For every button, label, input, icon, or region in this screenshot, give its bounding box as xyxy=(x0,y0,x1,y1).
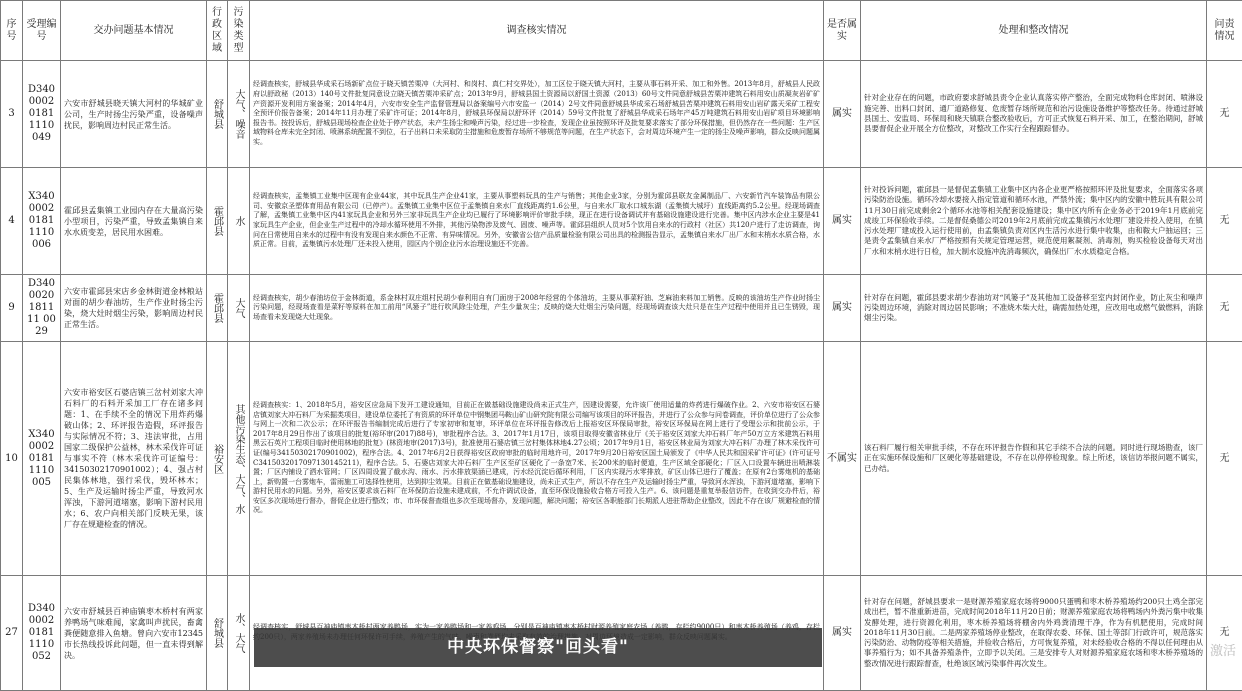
table-row xyxy=(1,275,1242,342)
cell-issue: 六安市霍邱县宋店乡金林街道金林粮站对面的胡少春油坊，生产作业时扬尘污染，烧大灶时烟尘污染，影响周边村民正常生活。 xyxy=(61,275,207,342)
header-issue: 交办问题基本情况 xyxy=(61,1,207,61)
cell-handling: 针对存在问题，霍邱县要求胡少春油坊对“风篓子”及其他加工设备移至室内封闭作业，防止灰尘和噪声污染周边环境，消除对周边居民影响；不准烧木柴大灶，确需加热处理，应改用电或燃气做燃料，消除烟尘污染。 xyxy=(861,275,1207,342)
cell-verified: 属实 xyxy=(824,275,861,342)
header-id: 受理编号 xyxy=(23,1,61,61)
table-row xyxy=(1,61,1242,168)
cell-issue: 六安市裕安区石婆店镇三岔村刘家大冲石料厂的石料开采加工厂存在诸多问题：1、在手续不全的情况下用炸药爆破山体；2、环评报告造假，环评报告与实际情况不符；3、违法审批，占用国家二级保护公益林，林木采伐许可证与事实不符（林木采伐许可证编号：34150302170901002）；4、强占村民集体林地，强行采伐，毁坏林木；5、生产及运输时扬尘严重，导致河水浑浊，下游河道堵塞，影响下游村民用水；6、农户向相关部门反映无果，该厂存在规避检查的情况。 xyxy=(61,342,207,576)
header-type: 污染类型 xyxy=(228,1,250,61)
cell-verified: 属实 xyxy=(824,168,861,275)
cell-id: X340000201811110005 xyxy=(23,342,61,576)
video-caption-overlay: 中央环保督察"回头看" xyxy=(254,628,822,667)
cell-area: 舒城县 xyxy=(207,61,228,168)
cell-verified: 属实 xyxy=(824,61,861,168)
cell-id: D340000201811110052 xyxy=(23,576,61,691)
cell-issue: 六安市舒城县晓天镇大河村的华城矿业公司，生产时扬尘污染严重，设备噪声扰民，影响周边村民正常生活。 xyxy=(61,61,207,168)
cell-type: 大气 xyxy=(228,275,250,342)
cell-num: 4 xyxy=(1,168,23,275)
header-verified: 是否属实 xyxy=(824,1,861,61)
cell-type: 水 xyxy=(228,168,250,275)
cell-handling: 该石料厂履行相关审批手续，不存在环评报告作假和其它手续不合法的问题。同时进行现场勘查，该厂正在实施环保设施和厂区硬化等基础建设，不存在以停停检现象。综上所述，该信访举报问题不属实，已办结。 xyxy=(861,342,1207,576)
cell-num: 27 xyxy=(1,576,23,691)
cell-findings: 经调查核实：1、2018年5月，裕安区应急局下发开工建设通知，目前正在做基础设施建设尚未正式生产，因建设需要，允许该厂使用适量的炸药进行爆破作业。2、六安市裕安区石婆店镇刘家大冲石料厂为采掘类项目，建设单位委托了有资质的环评单位中钢集团马鞍山矿山研究院有限公司编写该项目的环评报告，并进行了公众参与问卷调查，评价单位进行了公众参与网上一次和二次公示；在环评报告书编制完成后进行了专家初审和复审，环评单位在环评报告修改后上报裕安区环保局审批，裕安区环保局在网上进行了受理公示和批前公示，于2017年8月29日作出了该项目的批复(裕环审(2017)88号)，审批程序合法。3、2017年1月17日，该项目取得安徽省林业厅《关于裕安区刘家大冲石料厂年产50万立方米建筑石料用黑云石英片工程项目临时使用林地的批复》(林资地审(2017)3号)，批准使用石婆店镇三岔村集体林地4.27公顷；2017年9月1日，裕安区林业局为刘家大冲石料厂办理了林木采伐许可证(编号34150302170901002)，程序合法。4、2017年6月2日获得裕安区政府审批的临时用地许可，2017年9月20日裕安区国土局颁发了《中华人民共和国采矿许可证》(许可证号C3415032017097130145211)，程序合法。5、石婆店刘家大冲石料厂生产区至矿区硬化了一条宽7米、长200米的临时便道，生产区域全部硬化；厂区入口设置车辆进出喷淋装置；厂区内铺设了洒水管网；厂区四周设置了截水沟、雨水、污水排放渠涵已建成，污水经沉淀后循环利用，厂区内实现污水零排放，矿区山体已进行了覆盖；在原有2台雾炮机的基础上，新购置一台雾炮车，雷雨施工可选择性使用，达到抑尘效果。目前正在做基础设施建设，尚未正式生产，所以不存在生产及运输时扬尘严重，导致河水浑浊，下游河道堵塞，影响下游村民用水的问题。另外，裕安区要求该石料厂在环保防治设施未建成前，不允许调试设备，直至环保设施验收合格方可投入生产。6、该问题是重复举报信访件，在收到交办件后，裕安区多次现场进行督办，督促企业进行整改；市、市环保督查组也多次至现场督办，发现问题，解决问题；裕安区各职能部门长期派人进驻帮助企业整改，因此不存在该厂规避检查的情况。 xyxy=(250,342,824,576)
cell-area: 舒城县 xyxy=(207,576,228,691)
cell-area: 裕安区 xyxy=(207,342,228,576)
cell-accountability: 无 xyxy=(1207,275,1242,342)
cell-verified: 属实 xyxy=(824,576,861,691)
header-handling: 处理和整改情况 xyxy=(861,1,1207,61)
header-accountability: 问责情况 xyxy=(1207,1,1242,61)
cell-accountability: 无 xyxy=(1207,342,1242,576)
cell-num: 9 xyxy=(1,275,23,342)
table-row xyxy=(1,168,1242,275)
cell-findings: 经调查核实，孟集镇工业集中区现有企业44家，其中玩具生产企业41家，主要从事塑料玩具的生产与销售；其他企业3家，分别为霍邱县联友金属制品厂、六安新竹汽车装饰品有限公司、安徽京圣塑体育用品有限公司（已停产）。孟集镇工业集中区位于孟集镇自来水厂直线距离约1.6公里，与自来水厂取水口城东湖（孟集镇大城圩）直线距离约5.2公里。经现场调查了解，孟集镇工业集中区内41家玩具企业和另外三家非玩具生产企业均已履行了环境影响评价审批手续，现正在进行设备调试并有基础设施建设进行完善。集中区内涉水企业主要是41家玩具生产企业，但企业生产过程中的冷却水循环使用不外排，其他污染物涉及废气、固废、噪声等。霍邱县组织人员对5个饮用自来水的行政村（社区）共120户进行了走访调查，询问在日常使用自来水的过程中有没有发现自来水颜色不正常、有异味情况。另外，安徽省公信产品质量检验有限公司出具的检测报告显示，孟集镇自来水厂出厂水和末梢水水质合格，水质正常。目前，孟集镇污水处理厂还未投入使用，园区内个别企业污水治理设施还不完善。 xyxy=(250,168,824,275)
cell-num: 3 xyxy=(1,61,23,168)
cell-id: D3400020181111 0029 xyxy=(23,275,61,342)
cell-accountability: 无 xyxy=(1207,61,1242,168)
cell-verified: 不属实 xyxy=(824,342,861,576)
cell-type: 水、大气 xyxy=(228,576,250,691)
table-header-row xyxy=(1,1,1242,61)
cell-id: X340000201811110006 xyxy=(23,168,61,275)
cell-findings: 经调查核实，胡少春油坊位于金林街道，系金林村双庄组村民胡少春利用自有门面房于2008年经营的个体油坊，主要从事菜籽油、芝麻油来料加工销售。反映的该油坊生产作业时扬尘污染问题，经现场查看是菜籽等原料在加工前用“风篓子”进行吹风除尘处理，产生少量灰尘；反映的烧大灶烟尘污染问题，经现场调查该大灶只是在生产过程中使用并且已生锈毁，现场查看未发现烧大灶现象。 xyxy=(250,275,824,342)
cell-accountability: 无 xyxy=(1207,168,1242,275)
cell-issue: 霍邱县孟集镇工业园内存在大量高污染小型项目，污染严重，导致孟集镇自来水水质变差，居民用水困难。 xyxy=(61,168,207,275)
header-area: 行政区域 xyxy=(207,1,228,61)
cell-handling: 针对投诉问题，霍邱县一是督促孟集镇工业集中区内各企业更严格按照环评及批复要求，全面落实各项污染防治设施。循环冷却水要接入指定管道和循环水池，严禁外流；集中区内的安徽中胜玩具有限公司11月30日前完成剩余2个循环水池等相关配套设施建设；集中区内所有企业务必于2019年1月底前完成竣工环保验收手续。二是督促桑德公司2019年2月底前完成孟集镇污水处理厂建设并投入使用，在镇污水处理厂建成投入运行使用前，由孟集镇负责对区内生活污水进行集中收集，由和鞍大户抽运回；三是责令孟集镇自来水厂严格按照有关规定管理运营，规范使用絮凝剂、消毒剂，购买检验设备每天对出厂水和末梢水进行日检，加大制水设施冲洗消毒频次，确保出厂水水质稳定合格。 xyxy=(861,168,1207,275)
table-row xyxy=(1,342,1242,576)
header-num: 序号 xyxy=(1,1,23,61)
cell-id: D340000201811110049 xyxy=(23,61,61,168)
watermark-text: 激活 xyxy=(1210,640,1236,659)
cell-accountability: 无 xyxy=(1207,576,1242,691)
cell-type: 其他污染生态、大气、水 xyxy=(228,342,250,576)
cell-type: 大气、噪音 xyxy=(228,61,250,168)
cell-issue: 六安市舒城县百神庙镇枣木桥村有两家养鸭场气味难闻，家禽叫声扰民，畜禽粪便随意排入鱼塘。曾向六安市12345市长热线投诉此问题，但一直未得到解决。 xyxy=(61,576,207,691)
cell-area: 霍邱县 xyxy=(207,168,228,275)
cell-num: 10 xyxy=(1,342,23,576)
cell-area: 霍邱县 xyxy=(207,275,228,342)
cell-handling: 针对企业存在的问题，市政府要求舒城县责令企业认真落实停产整治，全面完成物料仓库封闭、喷淋设施完善、出料口封闭、通厂道路修复、危废暂存场所规范和治污设施设备维护等整改任务。待通过舒城县国土、安监局、环保局和晓天镇联合整改验收后，方可正式恢复石料开采、加工，在整治期间，舒城县要督促企业开展全方位整改，对整改工作实行全程跟踪督办。 xyxy=(861,61,1207,168)
cell-findings: 经调查核实，舒城县华成采石场新矿点位于晓天镇苦栗冲（大河村、和岗村、真仁村交界处），加工区位于晓天镇大河村，主要从事石料开采、加工和外售。2013年8月，舒城县人民政府以舒政秘（2013）140号文件批复同意设立晓天镇苦栗冲采矿点；2013年9月，舒城县国土资源局以舒国土资源（2013）60号文件同意舒城县苦栗冲建筑石料用安山质凝灰岩矿矿产资源开发利用方案备案；2014年4月，六安市安全生产监督管理局以备案编号六市安监一（2014）2号文件同意舒城县华成采石场舒城县苦栗冲建筑石料用安山岩矿露天采矿工程安全预评价报告备案；2014年11月办理了采矿许可证；2014年8月，舒城县环保局以舒环评（2014）59号文件批复了舒城县华成采石场年产45万吨建筑石料用安山岩矿项目环境影响报告书。按投诉后，舒城县现场检查企业处于停产状态，未产生扬尘和噪声污染，经过进一步检查，发现企业虽按照环评及批复要求落实了部分环保措施，但仍然存在一些问题：生产区域物料仓库未完全封闭、喷淋系统配置不到位，石子出料口未采取防尘措施和危废暂存场所不够规范等问题，在生产状态下，会对周边环境产生一定的扬尘及噪声影响，群众反映问题属实。 xyxy=(250,61,824,168)
cell-handling: 针对存在问题，舒城县要求一是财源养殖家庭农场将9000只蛋鸭和枣木桥养殖场约200只土鸡全部完成出栏，暂不准重新进苗，完成时间2018年11月20日前；财源养殖家庭农场将鸭场内外粪污集中收集发酵处理，进行资源化利用，枣木桥养殖场将棚舍内外鸡粪清理干净，作为有机肥使用，完成时间2018年11月30日前。二是两家养殖场停业整改，在取得农委、环保、国土等部门行政许可，规范落实污染防治、动物防疫等相关措施，并验收合格后，方可恢复养殖，对未经验收合格的不得以任何理由从事养殖行为；如不具备养殖条件，立即予以关闭。三是安排专人对财源养殖家庭农场和枣木桥养殖场的整改情况进行跟踪督查，杜绝该区域污染事件再次发生。 xyxy=(861,576,1207,691)
header-findings: 调查核实情况 xyxy=(250,1,824,61)
